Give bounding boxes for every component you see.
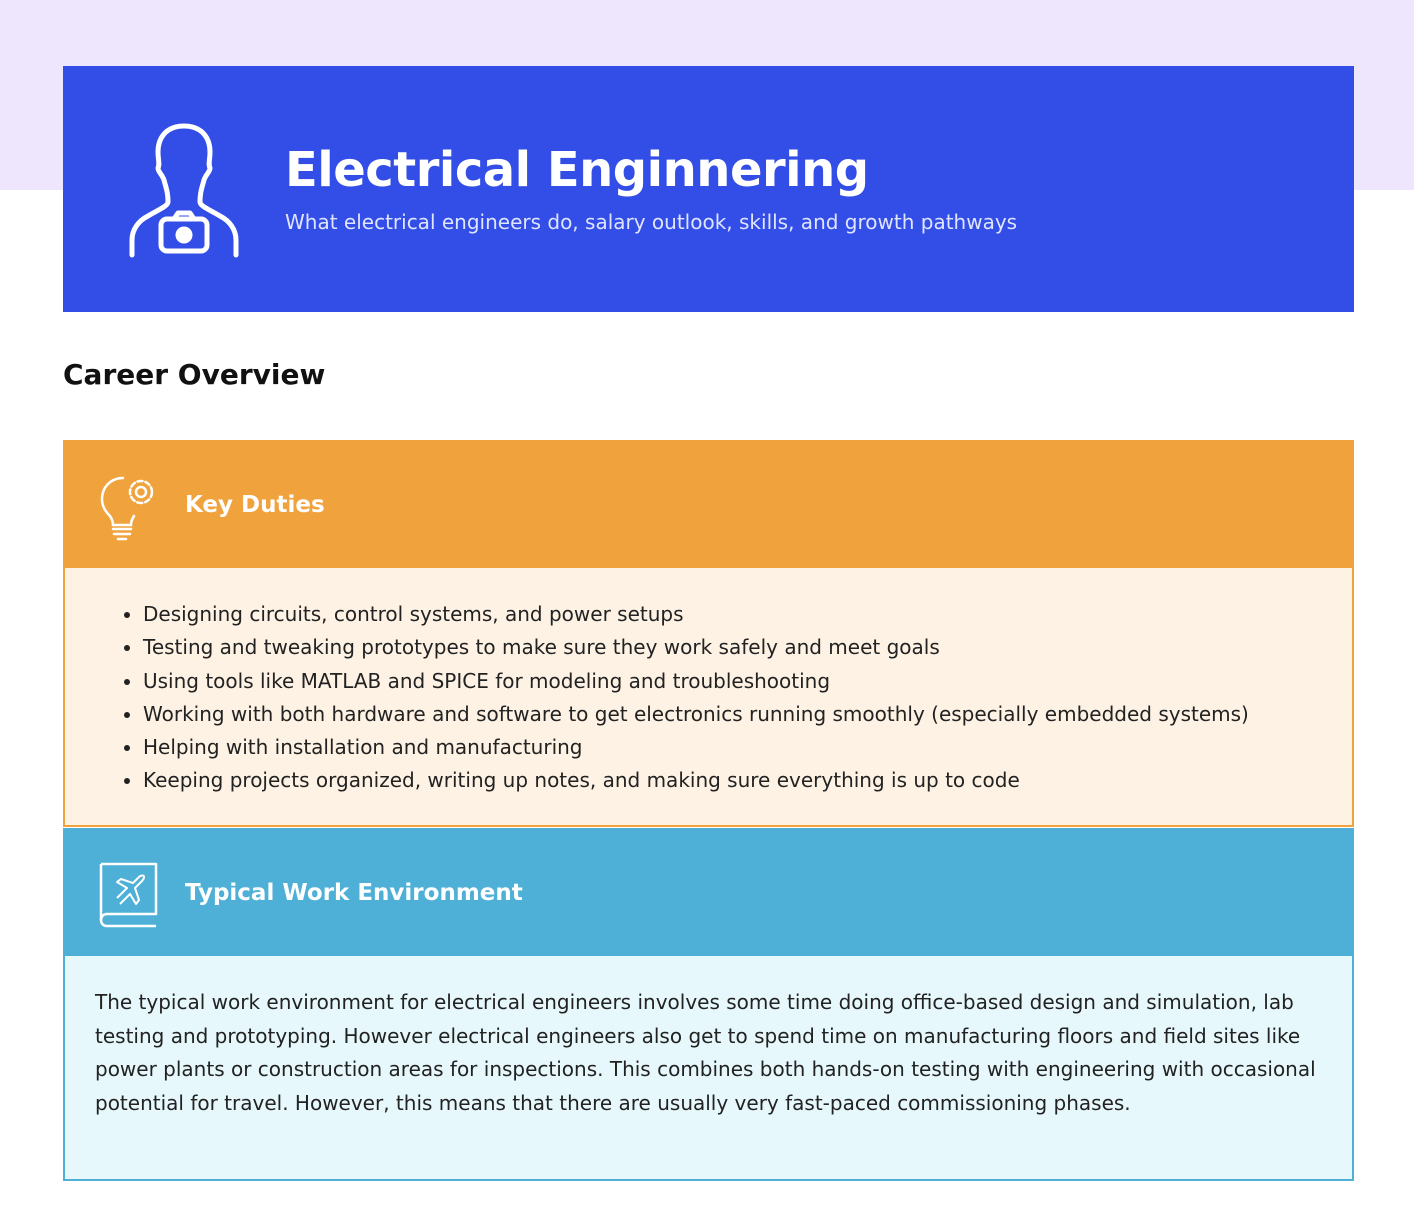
work-environment-body <box>63 956 1354 1181</box>
list-item: • Helping with installation and manufacturing <box>143 731 1352 764</box>
list-item: • Working with both hardware and software to get electronics running smoothly (especially embedded systems) <box>143 698 1352 731</box>
list-item: • Testing and tweaking prototypes to make sure they work safely and meet goals <box>143 631 1352 664</box>
hero-banner <box>63 66 1354 312</box>
work-environment-text: The typical work environment for electrical engineers involves some time doing office-based design and simulation, lab testing and prototyping. However electrical engineers also get to spend time on manufacturing floors and field sites like power plants or construction areas for inspections. This combines both hands-on testing with engineering with occasional potential for travel. However, this means that there are usually very fast-paced commissioning phases. <box>95 990 1316 1115</box>
key-duties-title: Key Duties <box>185 492 325 518</box>
work-environment-title: Typical Work Environment <box>185 880 523 906</box>
section-title: Career Overview <box>63 358 326 391</box>
page-title: Electrical Enginnering <box>285 142 869 198</box>
work-environment-header <box>63 828 1354 956</box>
page-subtitle: What electrical engineers do, salary outlook, skills, and growth pathways <box>285 210 1018 234</box>
key-duties-body <box>63 568 1354 827</box>
engineer-camera-icon <box>128 121 243 261</box>
list-item: • Keeping projects organized, writing up notes, and making sure everything is up to code <box>143 764 1352 797</box>
duties-list <box>65 568 1352 798</box>
lightbulb-gear-icon <box>97 472 161 542</box>
list-item: • Designing circuits, control systems, and power setups <box>143 598 1352 631</box>
list-item: • Using tools like MATLAB and SPICE for modeling and troubleshooting <box>143 665 1352 698</box>
travel-book-icon <box>97 860 161 930</box>
key-duties-header <box>63 440 1354 568</box>
